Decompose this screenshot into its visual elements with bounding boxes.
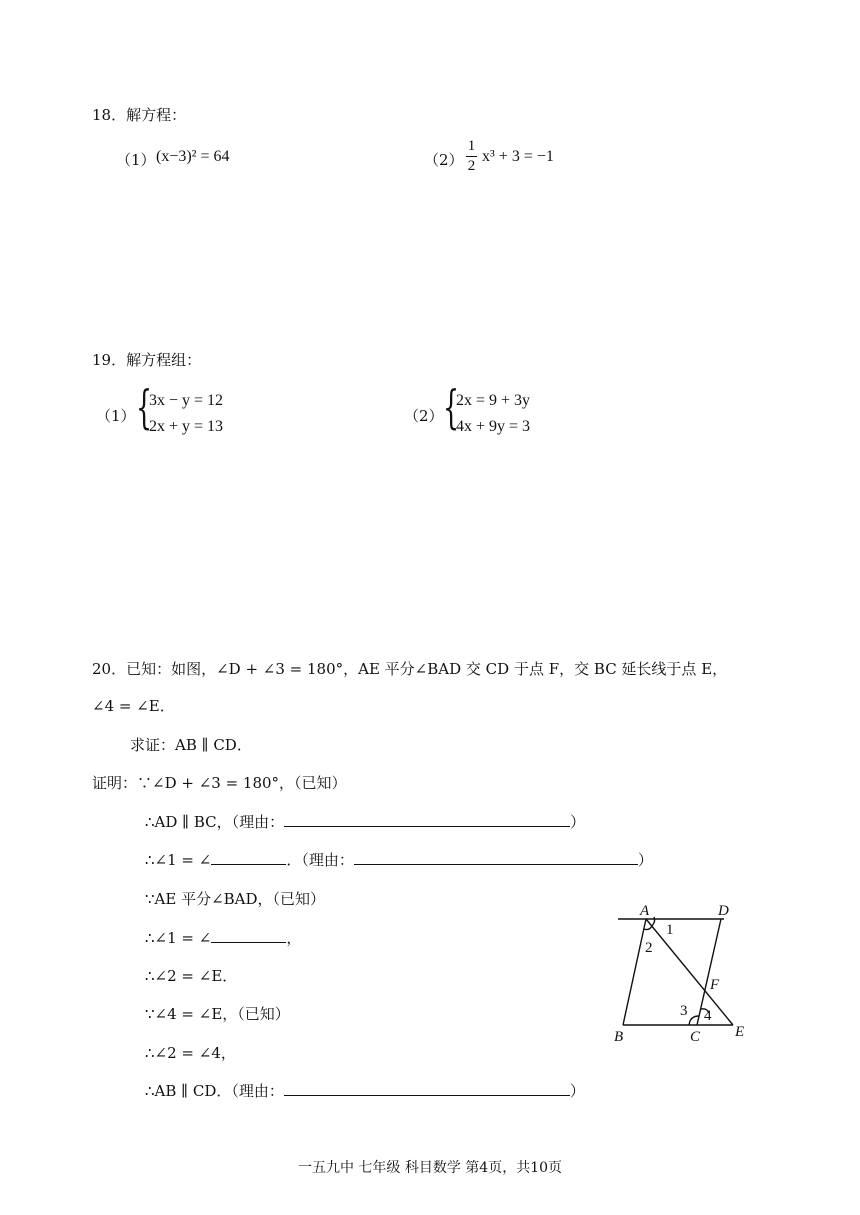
angle-blank-1[interactable]: [211, 850, 286, 865]
q20-given-line1: 20．已知：如图，∠D + ∠3 = 180°，AE 平分∠BAD 交 CD 于点 F，交 BC 延长线于点 E，: [92, 660, 728, 678]
q20-given-line2: ∠4 = ∠E．: [92, 697, 175, 715]
q19-part2-system: [443, 380, 563, 442]
q18-part1-label: （1）: [116, 151, 156, 169]
proof-text: ∴AD ∥ BC，（理由：: [145, 813, 285, 831]
fraction-numerator: 1: [467, 138, 476, 154]
q18-part2-fraction: [466, 138, 477, 175]
q19-part2-label: （2）: [404, 407, 444, 425]
q19-title: 19．解方程组：: [92, 351, 202, 369]
proof-line-1: 证明：∵∠D + ∠3 = 180°，（已知）: [92, 774, 347, 792]
proof-text: ．（理由：: [286, 851, 354, 869]
reason-blank-3[interactable]: [284, 1081, 570, 1096]
reason-blank-2[interactable]: [354, 850, 638, 865]
q20-prove-statement: 求证：AB ∥ CD．: [130, 736, 252, 754]
system-line-2: 2x + y = 13: [149, 418, 224, 435]
proof-text: ∴AB ∥ CD．（理由：: [145, 1082, 284, 1100]
q19-part1-system: [136, 380, 256, 442]
q18-title: 18．解方程：: [92, 106, 187, 124]
brace-icon: {: [136, 380, 153, 434]
line-AB: [623, 919, 646, 1025]
label-angle-3: 3: [680, 1003, 688, 1019]
proof-text: ，: [286, 929, 302, 947]
system-line-1: 3x − y = 12: [149, 392, 224, 409]
q18-part2-label: （2）: [424, 151, 464, 169]
q18-part2-equation: x³ + 3 = −1: [482, 148, 554, 165]
proof-line-3: [145, 849, 653, 870]
label-angle-4: 4: [704, 1008, 712, 1024]
proof-line-7: ∵∠4 = ∠E，（已知）: [145, 1005, 290, 1023]
label-angle-1: 1: [666, 922, 674, 938]
close-paren: ）: [570, 813, 586, 831]
proof-text: ∴∠1 = ∠: [145, 851, 212, 869]
reason-blank-1[interactable]: [284, 812, 570, 827]
close-paren: ）: [637, 851, 653, 869]
proof-line-2: [145, 811, 585, 832]
proof-line-5: [145, 927, 301, 948]
system-line-1: 2x = 9 + 3y: [456, 392, 531, 409]
brace-icon: {: [443, 380, 460, 434]
page-footer: 一五九中 七年级 科目数学 第4页，共10页: [297, 1160, 563, 1176]
proof-line-6: ∴∠2 = ∠E．: [145, 967, 238, 985]
proof-line-8: ∴∠2 = ∠4，: [145, 1044, 236, 1062]
line-AE: [646, 919, 733, 1025]
label-C: C: [690, 1029, 701, 1045]
angle-arc-2: [644, 926, 652, 930]
angle-blank-2[interactable]: [211, 928, 286, 943]
close-paren: ）: [569, 1082, 585, 1100]
proof-line-4: ∵AE 平分∠BAD，（已知）: [145, 890, 326, 908]
fraction-bar: [466, 156, 477, 157]
q19-part1-label: （1）: [96, 407, 136, 425]
label-D: D: [718, 903, 729, 919]
q18-part1-equation: (x−3)² = 64: [156, 148, 230, 165]
label-A: A: [640, 903, 650, 919]
fraction-denominator: 2: [467, 158, 476, 174]
geometry-figure: [600, 895, 770, 1055]
system-line-2: 4x + 9y = 3: [456, 418, 531, 435]
proof-line-9: [145, 1080, 585, 1101]
label-B: B: [614, 1029, 624, 1045]
label-E: E: [735, 1024, 745, 1040]
proof-text: ∴∠1 = ∠: [145, 929, 212, 947]
label-F: F: [710, 977, 720, 993]
label-angle-2: 2: [645, 940, 653, 956]
